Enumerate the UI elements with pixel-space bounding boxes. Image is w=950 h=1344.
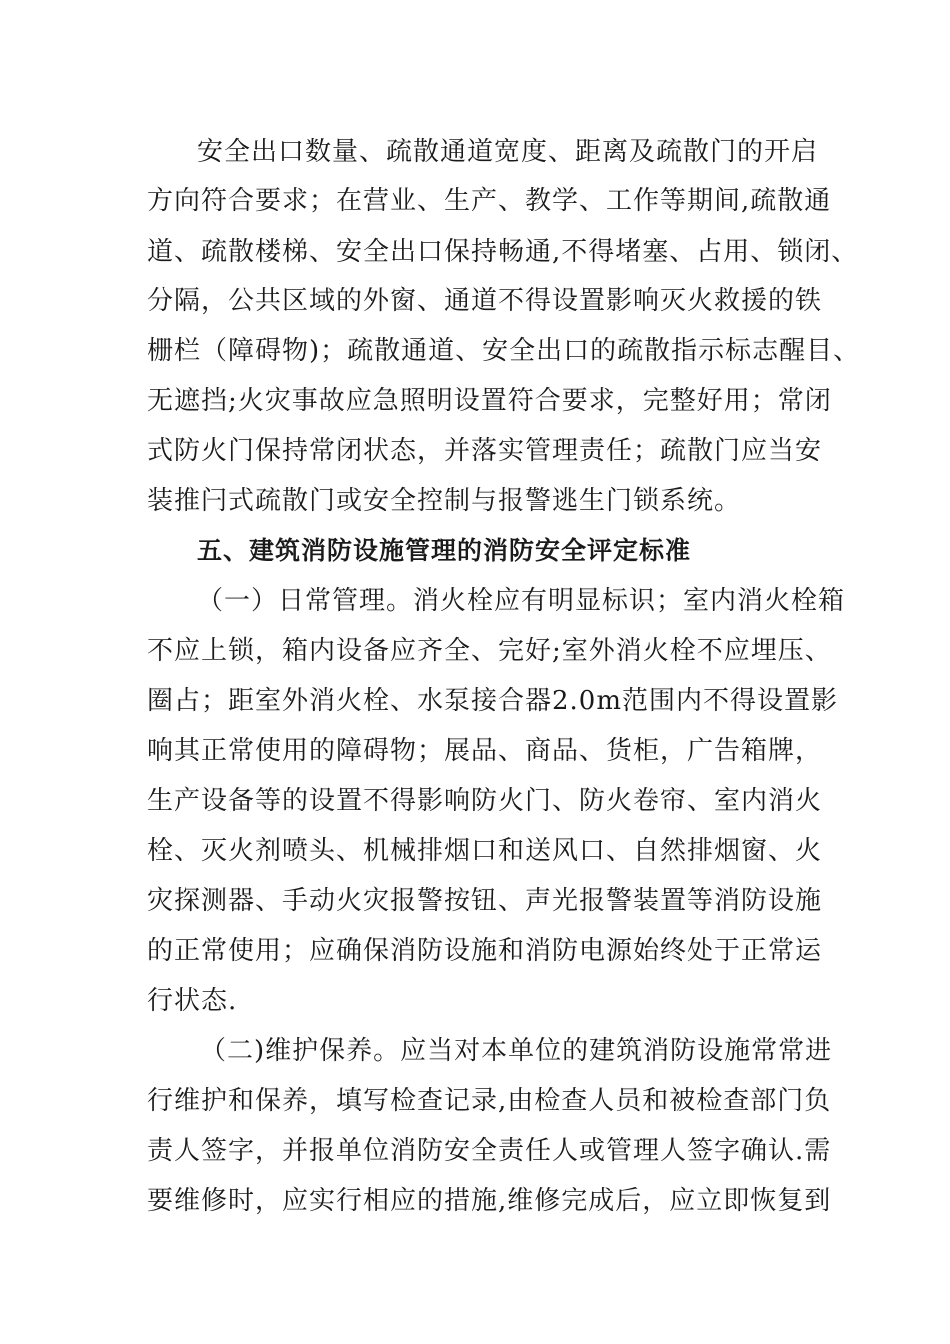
paragraph-line: 栅栏（障碍物)；疏散通道、安全出口的疏散指示标志醒目、	[147, 336, 861, 366]
paragraph-line: 安全出口数量、疏散通道宽度、距离及疏散门的开启	[197, 137, 819, 167]
paragraph-line: 装推闩式疏散门或安全控制与报警逃生门锁系统。	[147, 486, 742, 516]
paragraph-line: 无遮挡;火灾事故应急照明设置符合要求，完整好用；常闭	[147, 386, 832, 416]
paragraph-line: 圈占；距室外消火栓、水泵接合器2.0m范围内不得设置影	[147, 686, 839, 716]
paragraph-line: 道、疏散楼梯、安全出口保持畅通,不得堵塞、占用、锁闭、	[147, 237, 859, 267]
section-heading: 五、建筑消防设施管理的消防安全评定标准	[197, 536, 692, 565]
paragraph-line: 的正常使用；应确保消防设施和消防电源始终处于正常运	[147, 936, 823, 966]
paragraph-line: 灾探测器、手动火灾报警按钮、声光报警装置等消防设施	[147, 886, 823, 916]
paragraph-line: 不应上锁，箱内设备应齐全、完好;室外消火栓不应埋压、	[147, 636, 832, 666]
paragraph-line: 要维修时，应实行相应的措施,维修完成后，应立即恢复到	[147, 1186, 832, 1216]
paragraph-line: 行状态.	[147, 986, 238, 1016]
paragraph-line: 分隔，公共区域的外窗、通道不得设置影响灭火救援的铁	[147, 286, 823, 316]
paragraph-line: 责人签字，并报单位消防安全责任人或管理人签字确认.需	[147, 1136, 832, 1166]
paragraph-line: 行维护和保养，填写检查记录,由检查人员和被检查部门负	[147, 1086, 832, 1116]
paragraph-line: 响其正常使用的障碍物；展品、商品、货柜，广告箱牌，	[147, 736, 823, 766]
paragraph-line: （二)维护保养。应当对本单位的建筑消防设施常常进	[200, 1036, 833, 1066]
paragraph-line: 式防火门保持常闭状态，并落实管理责任；疏散门应当安	[147, 436, 823, 466]
paragraph-line: （一）日常管理。消火栓应有明显标识；室内消火栓箱	[197, 586, 846, 616]
paragraph-line: 栓、灭火剂喷头、机械排烟口和送风口、自然排烟窗、火	[147, 836, 823, 866]
paragraph-line: 方向符合要求；在营业、生产、教学、工作等期间,疏散通	[147, 186, 832, 216]
paragraph-line: 生产设备等的设置不得影响防火门、防火卷帘、室内消火	[147, 786, 823, 816]
